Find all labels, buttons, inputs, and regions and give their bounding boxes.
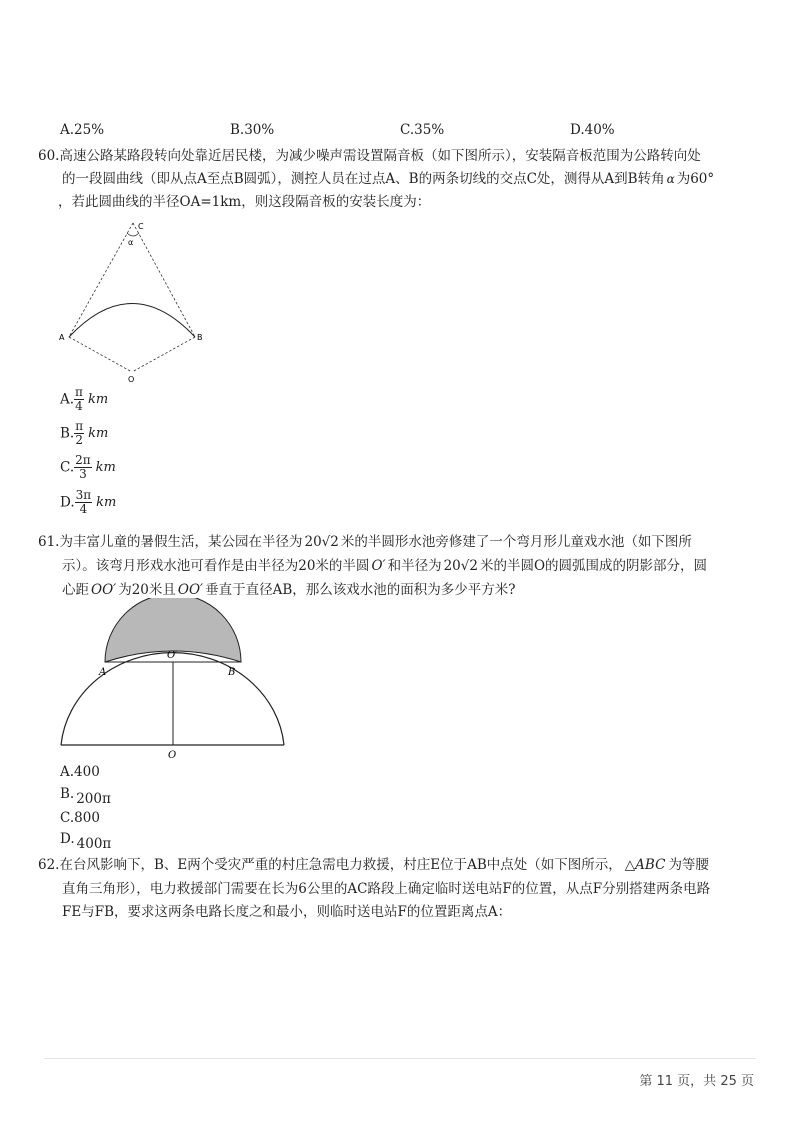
page-number: 第 11 页，共 25 页 xyxy=(639,1074,754,1089)
q62-line2: 直角三角形），电力救援部门需要在长为6公里的AC路段上确定临时送电站F的位置，从点F分别搭建两条电路 xyxy=(62,881,711,897)
q61-option-c: C.800 xyxy=(60,810,100,826)
radius-oa xyxy=(69,337,132,372)
q59-option-c: C.35% xyxy=(400,122,445,138)
label-o: O xyxy=(128,375,135,384)
q61-number: 61. xyxy=(38,534,60,550)
q61-figure xyxy=(55,598,295,760)
q60-line2: 的一段圆曲线（即从点A至点B圆弧），测控人员在过点A、B的两条切线的交点C处，测得从A到B转角 α 为60° xyxy=(62,171,715,187)
q59-option-d: D.40% xyxy=(570,122,615,138)
q60-line3: ，若此圆曲线的半径OA=1km，则这段隔音板的安装长度为： xyxy=(58,194,431,210)
label-a: A xyxy=(99,667,107,678)
label-b: B xyxy=(228,667,236,678)
q60-option-b: B. $\frac{\pi}{2}$ km xyxy=(60,419,109,447)
q60-number: 60. xyxy=(38,148,60,164)
q61-line1: 61.为丰富儿童的暑假生活，某公园在半径为 20√2 米的半圆形水池旁修建了一个弯月形儿童戏水池（如下图所 xyxy=(38,534,692,550)
q62-number: 62. xyxy=(38,857,60,873)
q60-option-a: A. $\frac{\pi}{4}$ km xyxy=(60,385,109,413)
arc-ab xyxy=(69,304,195,338)
q61-option-b: B. 200π xyxy=(60,786,111,807)
q60-line1: 60.高速公路某路段转向处靠近居民楼，为减少噪声需设置隔音板（如下图所示），安装隔音板范围为公路转向处 xyxy=(38,148,701,164)
q61-line3: 心距 OO′ 为20米且 OO′ 垂直于直径AB，那么该戏水池的面积为多少平方米? xyxy=(62,582,516,598)
q59-options xyxy=(60,119,720,141)
radius-ob xyxy=(132,337,195,372)
footer-divider xyxy=(44,1058,756,1059)
q59-option-a: A.25% xyxy=(60,122,105,138)
q60-option-d: D. $\frac{3\pi}{4}$ km xyxy=(60,488,117,516)
q61-option-d: D. 400π xyxy=(60,831,112,852)
label-a: A xyxy=(59,333,65,342)
q59-option-b: B.30% xyxy=(230,122,275,138)
q60-option-c: C. $\frac{2\pi}{3}$ km xyxy=(60,453,116,481)
label-o-prime: O′ xyxy=(167,650,178,661)
q61-option-a: A.400 xyxy=(60,764,100,780)
angle-mark xyxy=(127,233,139,236)
label-o: O xyxy=(168,750,177,760)
q61-line2: 示）。该弯月形戏水池可看作是由半径为20米的半圆 O′ 和半径为 20√2 米的半圆O的圆弧围成的阴影部分，圆 xyxy=(62,558,708,574)
tangent-ca xyxy=(69,223,133,337)
label-alpha: α xyxy=(128,238,134,247)
q62-line3: FE与FB，要求这两条电路长度之和最小，则临时送电站F的位置距离点A： xyxy=(62,904,512,920)
alpha-symbol: α xyxy=(666,172,675,186)
tangent-cb xyxy=(133,223,195,337)
label-c: C xyxy=(138,222,144,231)
q60-figure xyxy=(55,215,215,387)
label-b: B xyxy=(197,333,203,342)
q62-line1: 62.在台风影响下，B、E两个受灾严重的村庄急需电力救援，村庄E位于AB中点处（如下图所示， △ABC 为等腰 xyxy=(38,857,709,873)
